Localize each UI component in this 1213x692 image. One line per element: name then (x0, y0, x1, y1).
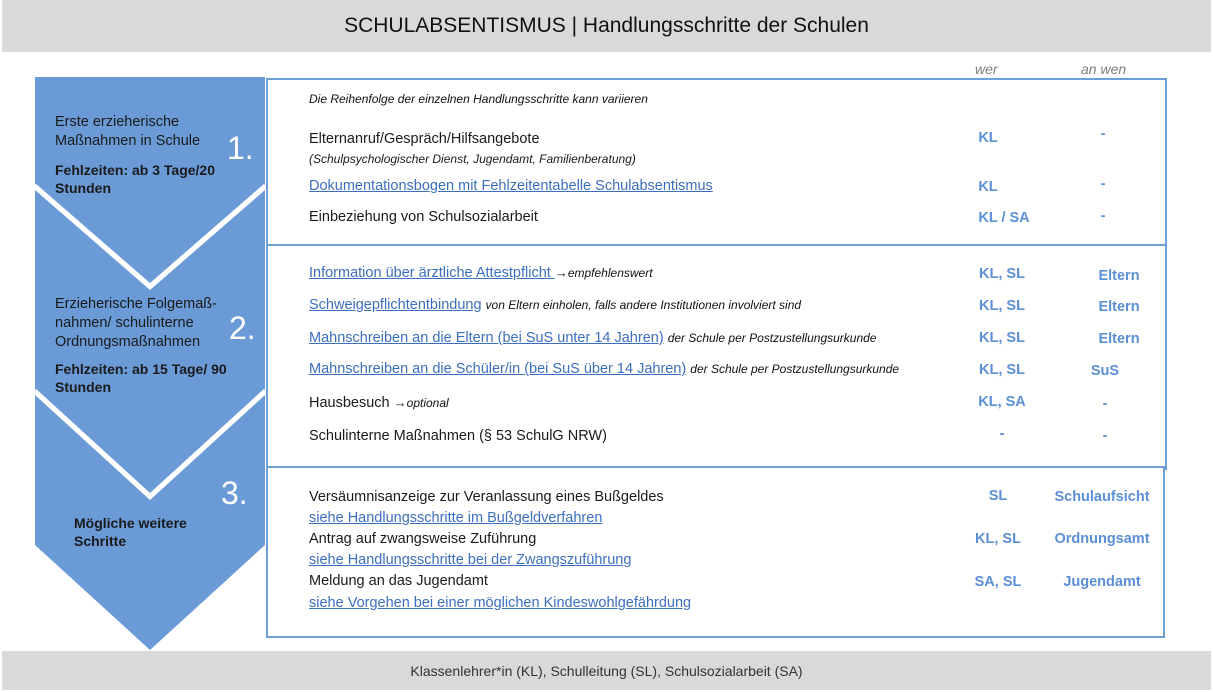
s2-row-5-whom: - (1102, 396, 1108, 412)
s1-row-1-whom: - (1100, 126, 1106, 142)
phase-1-title: Erste erzieherische Maßnahmen in Schule (55, 114, 201, 149)
s3-row-1-text: Versäumnisanzeige zur Veranlassung eines Bußgeldes (309, 489, 664, 505)
phase-3-absence: Mögliche weitere Schritte (74, 515, 187, 549)
s2-row-4-who: KL, SL (979, 362, 1025, 378)
s3-row-2-whom: Ordnungsamt (1054, 531, 1150, 547)
s2-row-5 (309, 395, 449, 411)
phase-2-number: 2. (229, 310, 256, 346)
s2-row-3-note: der Schule per Postzustellungsurkunde (667, 331, 877, 345)
column-header-who: wer (975, 61, 998, 77)
s3-row-1-who: SL (988, 488, 1008, 504)
s2-row-1-whom: Eltern (1098, 268, 1140, 284)
phase-1-number: 1. (227, 130, 254, 166)
s2-row-4-whom: SuS (1090, 363, 1120, 379)
phase-1-absence: Fehlzeiten: ab 3 Tage/20 Stunden (55, 162, 216, 196)
s1-row-3-text: Einbeziehung von Schulsozialarbeit (309, 209, 538, 225)
s1-row-1-sub: (Schulpsychologischer Dienst, Jugendamt, Familienberatung) (309, 152, 636, 166)
s1-row-2-who: KL (978, 179, 998, 195)
s1-row-2-whom: - (1100, 176, 1106, 192)
reminder-parents-link[interactable]: Mahnschreiben an die Eltern (bei SuS unter 14 Jahren) (309, 330, 664, 346)
phase-2-absence: Fehlzeiten: ab 15 Tage/ 90 Stunden (55, 361, 227, 395)
fine-procedure-link[interactable]: siehe Handlungsschritte im Bußgeldverfahren (309, 510, 603, 526)
s2-row-3-who: KL, SL (979, 330, 1025, 346)
reminder-student-link[interactable]: Mahnschreiben an die Schüler/in (bei SuS über 14 Jahren) (309, 361, 687, 377)
s2-row-5-who: KL, SA (978, 394, 1026, 410)
s2-row-5-text: Hausbesuch (309, 395, 390, 411)
s2-row-3 (309, 330, 876, 346)
s2-row-1-who: KL, SL (979, 266, 1025, 282)
s2-row-1 (309, 265, 653, 281)
s3-row-2-text: Antrag auf zwangsweise Zuführung (309, 531, 537, 547)
s2-row-2-note: von Eltern einholen, falls andere Institutionen involviert sind (485, 298, 802, 312)
attest-info-link[interactable]: Information über ärztliche Attestpflicht (309, 265, 555, 281)
s2-row-5-note: optional (406, 396, 449, 410)
s1-row-3-who: KL / SA (978, 210, 1030, 226)
page-footer (2, 651, 1211, 690)
s2-row-6-whom: - (1102, 428, 1108, 444)
child-welfare-link[interactable]: siehe Vorgehen bei einer möglichen Kindeswohlgefährdung (309, 595, 692, 611)
page-title: SCHULABSENTISMUS | Handlungsschritte der Schulen (344, 14, 869, 37)
phase-2-title: Erzieherische Folgemaß-nahmen/ schulinterne Ordnungsmaßnahmen (55, 296, 217, 350)
phase-3-number: 3. (221, 475, 248, 511)
s1-row-1-who: KL (978, 130, 998, 146)
arrow-right-icon: → (554, 265, 568, 280)
s2-row-2-whom: Eltern (1098, 299, 1140, 315)
s2-row-6-text: Schulinterne Maßnahmen (§ 53 SchulG NRW) (309, 428, 607, 444)
s2-row-4-note: der Schule per Postzustellungsurkunde (690, 362, 900, 376)
forced-escort-link[interactable]: siehe Handlungsschritte bei der Zwangszuführung (309, 552, 632, 568)
s3-row-3-who: SA, SL (974, 574, 1022, 590)
s1-row-3-whom: - (1100, 208, 1106, 224)
s2-row-4 (309, 361, 899, 377)
s2-row-3-whom: Eltern (1098, 331, 1140, 347)
s2-row-2 (309, 297, 801, 313)
s2-row-1-note: empfehlenswert (567, 266, 653, 280)
role-legend: Klassenlehrer*in (KL), Schulleitung (SL), Schulsozialarbeit (SA) (410, 662, 803, 679)
s1-row-1-text: Elternanruf/Gespräch/Hilfsangebote (309, 131, 540, 147)
confidentiality-release-link[interactable]: Schweigepflichtentbindung (309, 297, 482, 313)
s3-row-1-whom: Schulaufsicht (1054, 489, 1150, 505)
section-1-note: Die Reihenfolge der einzelnen Handlungsschritte kann variieren (309, 92, 648, 106)
s3-row-2-who: KL, SL (975, 531, 1021, 547)
s3-row-3-text: Meldung an das Jugendamt (309, 573, 488, 589)
s2-row-6-who: - (999, 426, 1005, 442)
s3-row-3-whom: Jugendamt (1063, 574, 1141, 590)
column-header-whom: an wen (1081, 61, 1127, 77)
documentation-form-link[interactable]: Dokumentationsbogen mit Fehlzeitentabelle Schulabsentismus (309, 178, 713, 194)
s2-row-2-who: KL, SL (979, 298, 1025, 314)
arrow-right-icon: → (393, 395, 407, 410)
